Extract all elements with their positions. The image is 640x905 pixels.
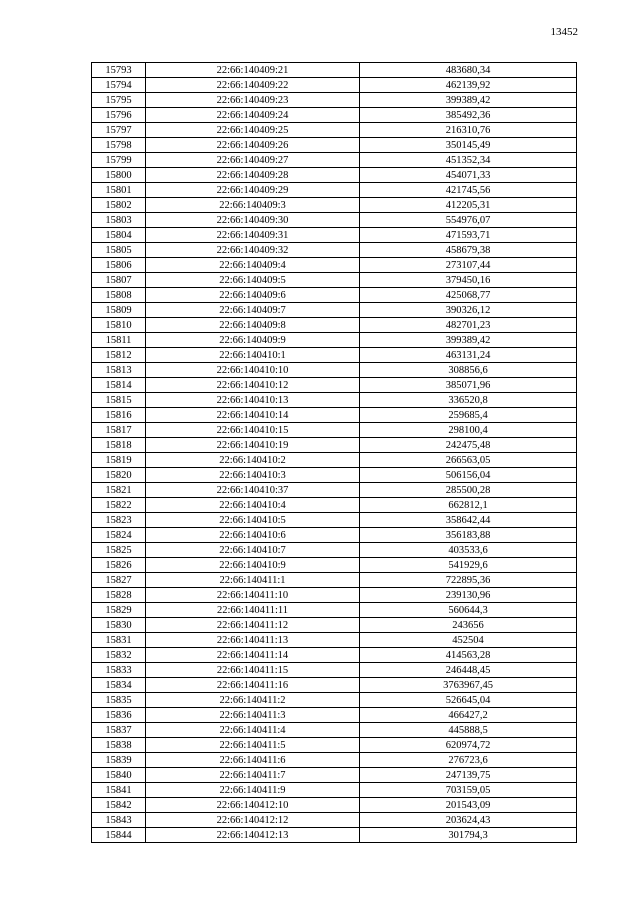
table-row [92,273,577,288]
cadastral-value-table [91,62,577,843]
cadastral-value-cell: 399389,42 [360,333,577,348]
table-row [92,93,577,108]
cadastral-number-cell: 22:66:140411:10 [146,588,360,603]
cadastral-value-cell: 203624,43 [360,813,577,828]
cadastral-value-cell: 526645,04 [360,693,577,708]
cadastral-value-cell: 385492,36 [360,108,577,123]
cadastral-number-cell: 22:66:140409:31 [146,228,360,243]
table-row [92,573,577,588]
cadastral-number-cell: 22:66:140411:1 [146,573,360,588]
cadastral-number-cell: 22:66:140411:2 [146,693,360,708]
cadastral-value-cell: 276723,6 [360,753,577,768]
cadastral-value-cell: 399389,42 [360,93,577,108]
cadastral-number-cell: 22:66:140410:2 [146,453,360,468]
cadastral-number-cell: 22:66:140410:15 [146,423,360,438]
table-row [92,768,577,783]
cadastral-value-cell: 722895,36 [360,573,577,588]
table-row [92,168,577,183]
cadastral-number-cell: 22:66:140409:26 [146,138,360,153]
row-number-cell: 15840 [92,768,146,783]
table-row [92,303,577,318]
table-row [92,633,577,648]
cadastral-number-cell: 22:66:140410:13 [146,393,360,408]
cadastral-value-cell: 506156,04 [360,468,577,483]
cadastral-value-cell: 246448,45 [360,663,577,678]
cadastral-number-cell: 22:66:140409:3 [146,198,360,213]
cadastral-number-cell: 22:66:140410:10 [146,363,360,378]
cadastral-value-cell: 266563,05 [360,453,577,468]
row-number-cell: 15817 [92,423,146,438]
cadastral-number-cell: 22:66:140409:5 [146,273,360,288]
row-number-cell: 15805 [92,243,146,258]
cadastral-value-cell: 403533,6 [360,543,577,558]
cadastral-number-cell: 22:66:140411:5 [146,738,360,753]
row-number-cell: 15830 [92,618,146,633]
cadastral-number-cell: 22:66:140411:3 [146,708,360,723]
cadastral-value-cell: 216310,76 [360,123,577,138]
cadastral-value-cell: 560644,3 [360,603,577,618]
cadastral-value-cell: 358642,44 [360,513,577,528]
table-row [92,318,577,333]
cadastral-number-cell: 22:66:140409:23 [146,93,360,108]
cadastral-number-cell: 22:66:140410:1 [146,348,360,363]
cadastral-value-cell: 414563,28 [360,648,577,663]
table-row [92,663,577,678]
cadastral-value-cell: 201543,09 [360,798,577,813]
table-row [92,198,577,213]
page-number: 13452 [550,26,578,38]
cadastral-number-cell: 22:66:140410:3 [146,468,360,483]
cadastral-number-cell: 22:66:140410:5 [146,513,360,528]
table-row [92,618,577,633]
cadastral-value-cell: 462139,92 [360,78,577,93]
table-row [92,348,577,363]
row-number-cell: 15810 [92,318,146,333]
cadastral-number-cell: 22:66:140411:16 [146,678,360,693]
row-number-cell: 15814 [92,378,146,393]
cadastral-number-cell: 22:66:140412:13 [146,828,360,843]
row-number-cell: 15806 [92,258,146,273]
cadastral-number-cell: 22:66:140409:25 [146,123,360,138]
cadastral-value-cell: 451352,34 [360,153,577,168]
row-number-cell: 15804 [92,228,146,243]
table-row [92,78,577,93]
cadastral-value-cell: 466427,2 [360,708,577,723]
row-number-cell: 15813 [92,363,146,378]
table-row [92,708,577,723]
table-row [92,378,577,393]
cadastral-number-cell: 22:66:140409:6 [146,288,360,303]
table-row [92,678,577,693]
row-number-cell: 15808 [92,288,146,303]
row-number-cell: 15816 [92,408,146,423]
cadastral-value-cell: 379450,16 [360,273,577,288]
cadastral-number-cell: 22:66:140411:4 [146,723,360,738]
row-number-cell: 15799 [92,153,146,168]
cadastral-value-cell: 298100,4 [360,423,577,438]
cadastral-value-cell: 356183,88 [360,528,577,543]
table-row [92,603,577,618]
table-row [92,798,577,813]
table-row [92,453,577,468]
table-row [92,258,577,273]
table-body [92,63,577,843]
cadastral-number-cell: 22:66:140409:30 [146,213,360,228]
cadastral-value-cell: 541929,6 [360,558,577,573]
cadastral-value-cell: 239130,96 [360,588,577,603]
table-row [92,393,577,408]
cadastral-number-cell: 22:66:140411:6 [146,753,360,768]
cadastral-value-cell: 662812,1 [360,498,577,513]
row-number-cell: 15803 [92,213,146,228]
row-number-cell: 15834 [92,678,146,693]
table-row [92,783,577,798]
table-row [92,588,577,603]
table-row [92,363,577,378]
table-row [92,138,577,153]
row-number-cell: 15812 [92,348,146,363]
row-number-cell: 15841 [92,783,146,798]
cadastral-number-cell: 22:66:140410:7 [146,543,360,558]
cadastral-number-cell: 22:66:140412:10 [146,798,360,813]
row-number-cell: 15818 [92,438,146,453]
cadastral-value-cell: 554976,07 [360,213,577,228]
cadastral-value-cell: 471593,71 [360,228,577,243]
cadastral-value-cell: 390326,12 [360,303,577,318]
table-row [92,243,577,258]
table-row [92,483,577,498]
row-number-cell: 15824 [92,528,146,543]
table-row [92,693,577,708]
row-number-cell: 15811 [92,333,146,348]
row-number-cell: 15833 [92,663,146,678]
row-number-cell: 15820 [92,468,146,483]
cadastral-number-cell: 22:66:140410:6 [146,528,360,543]
cadastral-value-cell: 703159,05 [360,783,577,798]
table-row [92,123,577,138]
cadastral-value-cell: 385071,96 [360,378,577,393]
row-number-cell: 15843 [92,813,146,828]
table-row [92,498,577,513]
cadastral-number-cell: 22:66:140409:9 [146,333,360,348]
row-number-cell: 15826 [92,558,146,573]
row-number-cell: 15842 [92,798,146,813]
table-row [92,153,577,168]
cadastral-value-cell: 242475,48 [360,438,577,453]
row-number-cell: 15837 [92,723,146,738]
table-row [92,558,577,573]
cadastral-number-cell: 22:66:140409:7 [146,303,360,318]
row-number-cell: 15800 [92,168,146,183]
row-number-cell: 15829 [92,603,146,618]
cadastral-number-cell: 22:66:140411:9 [146,783,360,798]
cadastral-number-cell: 22:66:140410:9 [146,558,360,573]
cadastral-number-cell: 22:66:140409:21 [146,63,360,78]
table-row [92,423,577,438]
cadastral-value-cell: 3763967,45 [360,678,577,693]
cadastral-number-cell: 22:66:140411:12 [146,618,360,633]
row-number-cell: 15831 [92,633,146,648]
cadastral-value-cell: 463131,24 [360,348,577,363]
cadastral-value-cell: 350145,49 [360,138,577,153]
row-number-cell: 15819 [92,453,146,468]
row-number-cell: 15821 [92,483,146,498]
row-number-cell: 15796 [92,108,146,123]
table-row [92,753,577,768]
row-number-cell: 15828 [92,588,146,603]
cadastral-value-cell: 483680,34 [360,63,577,78]
row-number-cell: 15822 [92,498,146,513]
cadastral-number-cell: 22:66:140411:7 [146,768,360,783]
table-row [92,528,577,543]
row-number-cell: 15839 [92,753,146,768]
cadastral-value-cell: 425068,77 [360,288,577,303]
cadastral-value-cell: 336520,8 [360,393,577,408]
table-row [92,513,577,528]
cadastral-number-cell: 22:66:140410:12 [146,378,360,393]
cadastral-value-cell: 259685,4 [360,408,577,423]
row-number-cell: 15825 [92,543,146,558]
cadastral-value-cell: 412205,31 [360,198,577,213]
cadastral-value-cell: 421745,56 [360,183,577,198]
table-row [92,813,577,828]
row-number-cell: 15815 [92,393,146,408]
cadastral-value-cell: 454071,33 [360,168,577,183]
table-row [92,228,577,243]
cadastral-number-cell: 22:66:140409:24 [146,108,360,123]
cadastral-value-cell: 308856,6 [360,363,577,378]
row-number-cell: 15809 [92,303,146,318]
cadastral-value-cell: 620974,72 [360,738,577,753]
cadastral-number-cell: 22:66:140410:19 [146,438,360,453]
row-number-cell: 15836 [92,708,146,723]
row-number-cell: 15793 [92,63,146,78]
cadastral-number-cell: 22:66:140409:29 [146,183,360,198]
table-row [92,648,577,663]
table-row [92,408,577,423]
table-row [92,543,577,558]
cadastral-number-cell: 22:66:140410:37 [146,483,360,498]
table-row [92,738,577,753]
table-row [92,213,577,228]
cadastral-number-cell: 22:66:140411:14 [146,648,360,663]
cadastral-number-cell: 22:66:140409:22 [146,78,360,93]
cadastral-value-cell: 301794,3 [360,828,577,843]
table-row [92,333,577,348]
cadastral-number-cell: 22:66:140409:8 [146,318,360,333]
row-number-cell: 15807 [92,273,146,288]
cadastral-number-cell: 22:66:140411:11 [146,603,360,618]
cadastral-number-cell: 22:66:140411:15 [146,663,360,678]
table-row [92,438,577,453]
cadastral-value-cell: 452504 [360,633,577,648]
cadastral-value-cell: 243656 [360,618,577,633]
row-number-cell: 15827 [92,573,146,588]
row-number-cell: 15794 [92,78,146,93]
cadastral-number-cell: 22:66:140412:12 [146,813,360,828]
table-row [92,108,577,123]
cadastral-value-cell: 273107,44 [360,258,577,273]
row-number-cell: 15844 [92,828,146,843]
row-number-cell: 15802 [92,198,146,213]
cadastral-number-cell: 22:66:140410:14 [146,408,360,423]
table-row [92,723,577,738]
row-number-cell: 15823 [92,513,146,528]
row-number-cell: 15798 [92,138,146,153]
table-row [92,183,577,198]
cadastral-value-cell: 445888,5 [360,723,577,738]
table-row [92,63,577,78]
cadastral-value-cell: 247139,75 [360,768,577,783]
cadastral-value-cell: 285500,28 [360,483,577,498]
row-number-cell: 15838 [92,738,146,753]
cadastral-number-cell: 22:66:140409:27 [146,153,360,168]
row-number-cell: 15801 [92,183,146,198]
cadastral-value-cell: 458679,38 [360,243,577,258]
table-row [92,468,577,483]
cadastral-number-cell: 22:66:140409:28 [146,168,360,183]
table-row [92,828,577,843]
cadastral-value-cell: 482701,23 [360,318,577,333]
row-number-cell: 15797 [92,123,146,138]
row-number-cell: 15832 [92,648,146,663]
cadastral-number-cell: 22:66:140409:4 [146,258,360,273]
row-number-cell: 15835 [92,693,146,708]
table-row [92,288,577,303]
cadastral-number-cell: 22:66:140409:32 [146,243,360,258]
cadastral-number-cell: 22:66:140411:13 [146,633,360,648]
row-number-cell: 15795 [92,93,146,108]
cadastral-number-cell: 22:66:140410:4 [146,498,360,513]
